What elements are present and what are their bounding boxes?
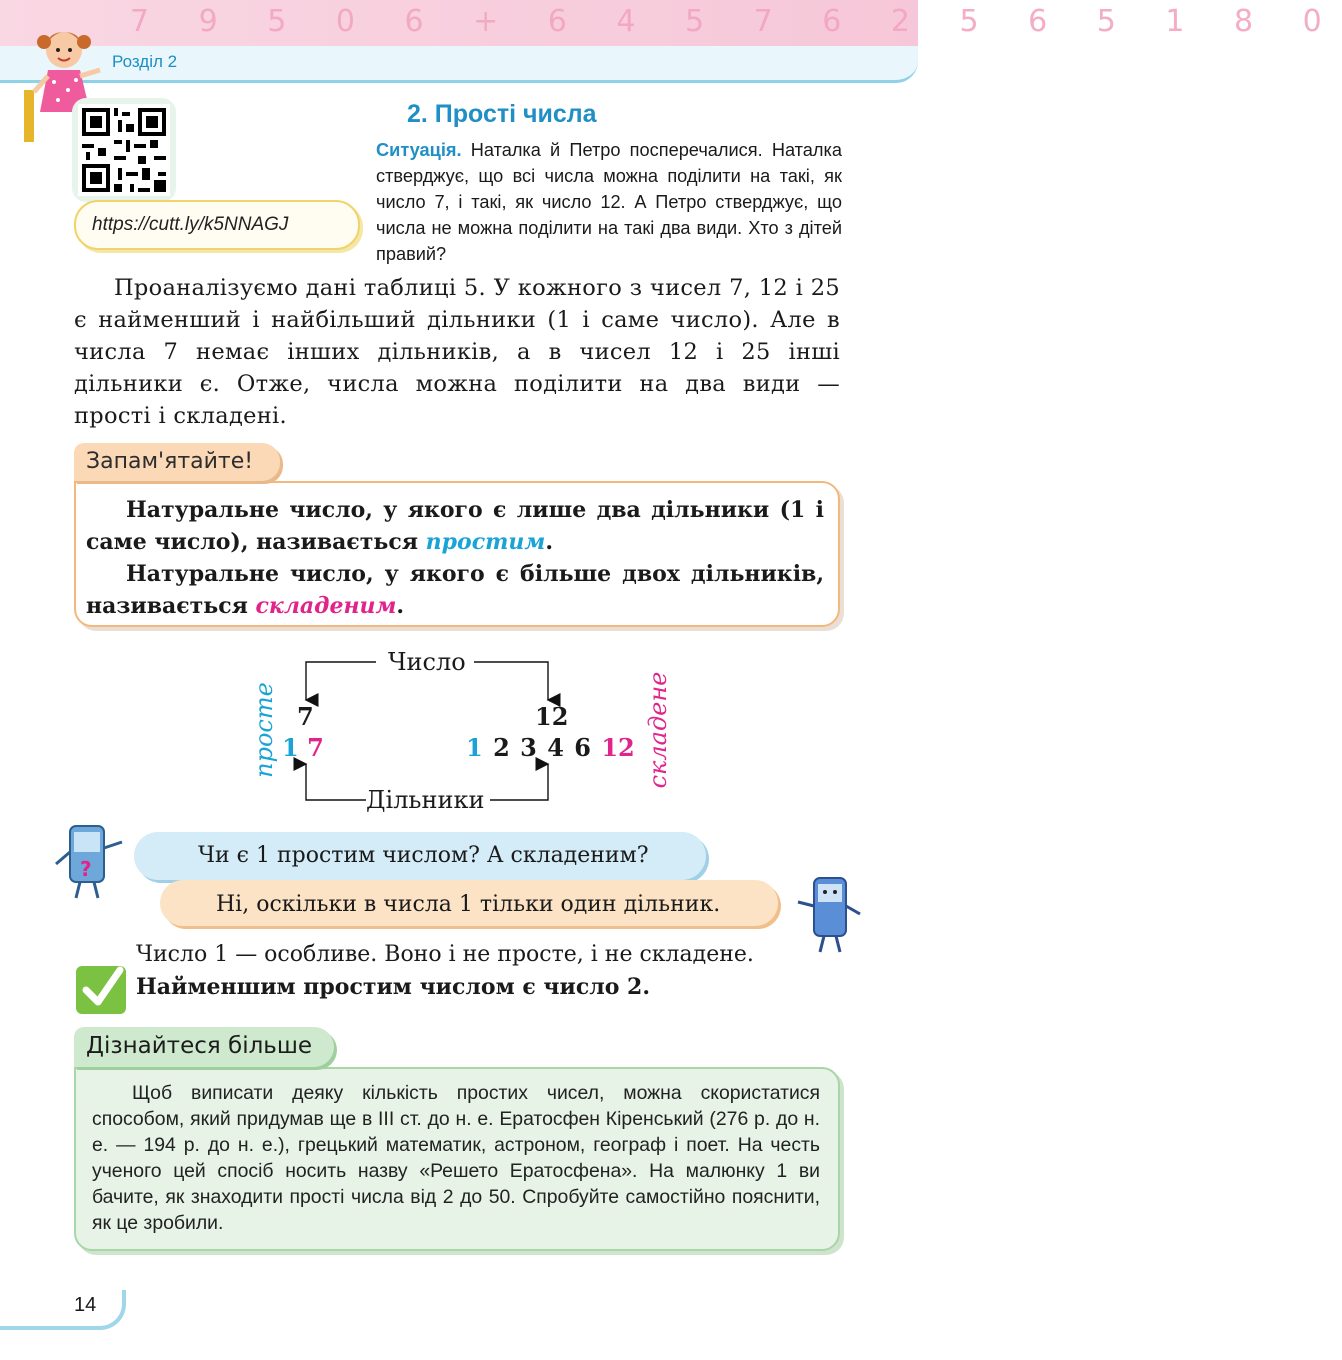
question-phone-mascot-icon xyxy=(52,818,134,902)
divisor: 3 xyxy=(520,733,537,762)
situation-body: Наталка й Петро посперечалися. Наталка стверджує, що всі числа можна поділити на такі, як число 7, і такі, як число 12. А Петро стверджує, що числа не можна поділити на такі два види. Хто з дітей правий? xyxy=(376,140,842,264)
svg-text:?: ? xyxy=(80,857,92,881)
diagram-side-prime: просте xyxy=(250,682,278,778)
prime-divisors xyxy=(282,733,324,762)
header-decor-digits: 7 9 5 0 6 + 6 4 5 7 6 2 5 6 5 1 8 0 xyxy=(130,4,1342,39)
composite-divisors xyxy=(466,733,635,762)
situation-label: Ситуація. xyxy=(376,140,462,160)
qr-url-link[interactable]: https://cutt.ly/k5NNAGJ xyxy=(92,214,289,235)
remember-definition-composite: Натуральне число, у якого є більше двох дільників, називається складеним. xyxy=(86,561,824,619)
learn-more-text: Щоб виписати деяку кількість простих чисел, можна скористатися способом, який придумав ще в III ст. до н. е. Ератосфен Кіренський (276 р. до н. е. — 194 р. до н. е.), грецький математик, астроном, географ і поет. На честь ученого цей спосіб носить назву «Решето Ератосфена». На малюнку 1 ви бачите, як знаходити прості числа від 2 до 50. Спробуйте самостійно пояснити, як це зробили. xyxy=(92,1082,820,1234)
remember-definition-prime: Натуральне число, у якого є лише два дільники (1 і саме число), називається простим. xyxy=(86,497,824,555)
lesson-paragraph: Проаналізуємо дані таблиці 5. У кожного з чисел 7, 12 і 25 є найменший і найбільший дільники (1 і саме число). Але в числа 7 немає інших дільників, а в чисел 12 і 25 інші дільники є. Отже, числа можна поділити на два види — прості і складені. xyxy=(74,275,840,429)
situation-text xyxy=(376,137,842,267)
qr-code-icon[interactable] xyxy=(78,104,170,196)
remember-tab-label: Запам'ятайте! xyxy=(86,449,254,474)
checkmark-icon xyxy=(74,960,130,1016)
answer-phone-mascot-icon xyxy=(792,872,868,956)
divisor: 12 xyxy=(601,733,635,762)
term-composite: складеним xyxy=(255,593,397,619)
divisor: 4 xyxy=(547,733,564,762)
divisor: 1 xyxy=(466,733,483,762)
divisor: 2 xyxy=(493,733,510,762)
divisor: 6 xyxy=(574,733,591,762)
diagram-number-composite: 12 xyxy=(535,702,569,731)
learn-more-tab-label: Дізнайтеся більше xyxy=(86,1033,313,1059)
page-number: 14 xyxy=(74,1294,97,1316)
section-label: Розділ 2 xyxy=(112,52,178,71)
divisor: 7 xyxy=(307,733,324,762)
lesson-title: 2. Прості числа xyxy=(407,100,597,128)
question-text: Чи є 1 простим числом? А складеним? xyxy=(198,843,649,868)
page-number-tab xyxy=(0,1290,126,1330)
divisor: 1 xyxy=(282,733,299,762)
term-prime: простим xyxy=(425,529,546,555)
diagram-side-composite: складене xyxy=(644,671,672,789)
diagram-top-label: Число xyxy=(388,648,466,676)
note-line-2: Найменшим простим числом є число 2. xyxy=(136,974,651,1000)
qr-code-frame xyxy=(78,104,170,196)
answer-text: Ні, оскільки в числа 1 тільки один дільник. xyxy=(216,892,721,917)
diagram-number-prime: 7 xyxy=(297,702,314,731)
remember-text xyxy=(86,494,824,622)
diagram-bottom-label: Дільники xyxy=(366,786,485,814)
note-line-1: Число 1 — особливе. Воно і не просте, і не складене. xyxy=(136,942,754,967)
